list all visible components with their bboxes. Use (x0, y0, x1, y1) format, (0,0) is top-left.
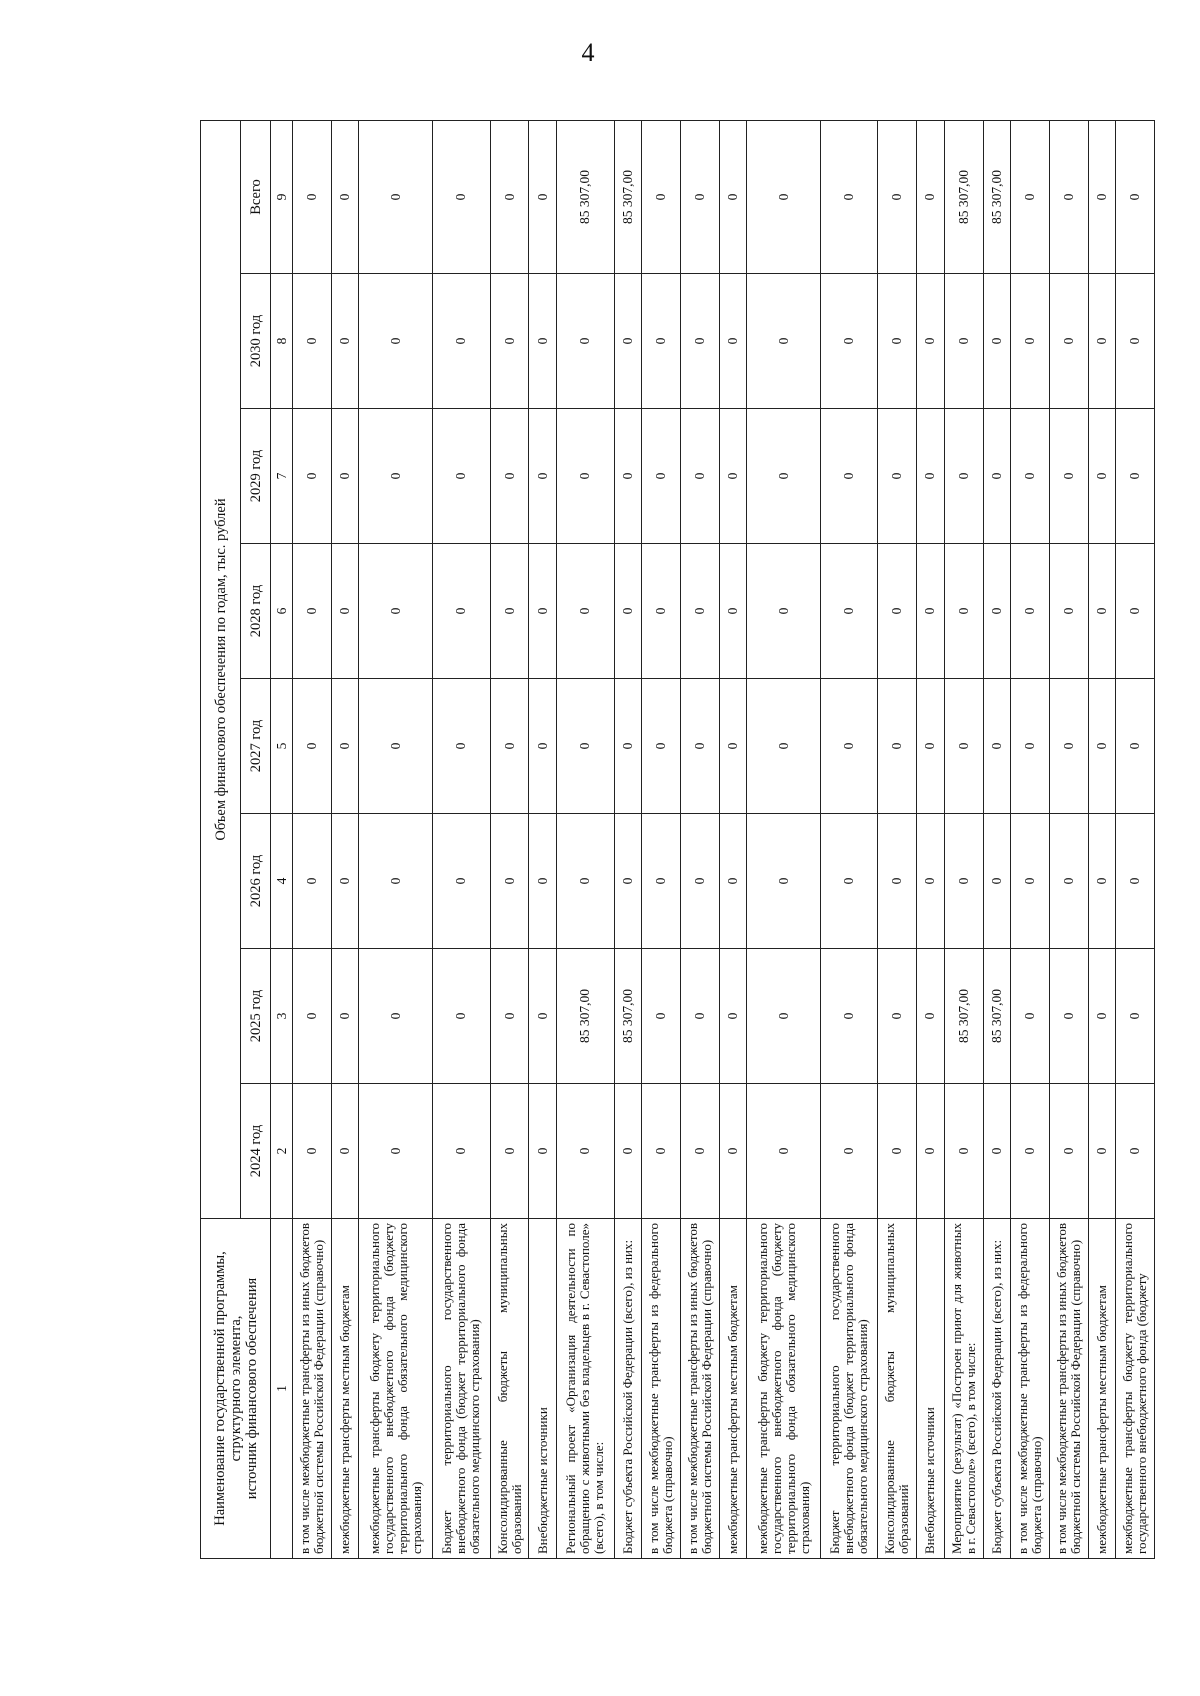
value-cell: 0 (490, 409, 529, 544)
row-label: межбюджетные трансферты местным бюджетам (331, 1219, 359, 1559)
value-cell: 0 (820, 679, 878, 814)
value-cell: 0 (433, 679, 491, 814)
value-cell: 0 (680, 679, 719, 814)
value-cell: 0 (747, 409, 821, 544)
value-cell: 0 (1088, 409, 1116, 544)
value-cell: 0 (614, 814, 642, 949)
value-cell: 0 (878, 409, 917, 544)
total-cell: 0 (1088, 120, 1116, 273)
total-cell: 0 (820, 120, 878, 273)
year-header: 2026 год (241, 814, 271, 949)
value-cell: 0 (331, 1084, 359, 1219)
value-cell: 0 (1088, 544, 1116, 679)
value-cell: 0 (1011, 544, 1050, 679)
total-cell: 0 (719, 120, 747, 273)
value-cell: 85 307,00 (944, 949, 983, 1084)
total-cell: 0 (490, 120, 529, 273)
value-cell: 0 (293, 949, 332, 1084)
value-cell: 0 (614, 409, 642, 544)
value-cell: 0 (983, 814, 1011, 949)
total-cell: 0 (359, 120, 433, 273)
table-row (359, 120, 433, 1558)
value-cell: 0 (1116, 274, 1155, 409)
value-cell: 0 (1116, 409, 1155, 544)
value-cell: 0 (642, 814, 681, 949)
value-cell: 0 (359, 274, 433, 409)
value-cell: 0 (490, 814, 529, 949)
value-cell: 0 (917, 409, 945, 544)
value-cell: 0 (556, 409, 614, 544)
value-cell: 0 (529, 814, 557, 949)
value-cell: 0 (529, 1084, 557, 1219)
value-cell: 0 (878, 544, 917, 679)
row-label: Бюджет субъекта Российской Федерации (всего), из них: (983, 1219, 1011, 1559)
value-cell: 85 307,00 (614, 949, 642, 1084)
value-cell: 0 (614, 274, 642, 409)
value-cell: 0 (359, 814, 433, 949)
value-cell: 0 (680, 814, 719, 949)
value-cell: 0 (747, 1084, 821, 1219)
value-cell: 0 (331, 679, 359, 814)
value-cell: 0 (1049, 409, 1088, 544)
table-row (719, 120, 747, 1558)
value-cell: 0 (917, 544, 945, 679)
value-cell: 0 (820, 949, 878, 1084)
value-cell: 85 307,00 (556, 949, 614, 1084)
table-row (331, 120, 359, 1558)
row-label: в том числе межбюджетные трансферты из иных бюджетов бюджетной системы Российской Федерации (справочно) (1049, 1219, 1088, 1559)
row-label: в том числе межбюджетные трансферты из иных бюджетов бюджетной системы Российской Федерации (справочно) (293, 1219, 332, 1559)
value-cell: 0 (433, 544, 491, 679)
total-cell: 0 (529, 120, 557, 273)
value-cell: 0 (331, 409, 359, 544)
page-number: 4 (581, 38, 595, 67)
value-cell: 0 (820, 274, 878, 409)
total-cell: 0 (1116, 120, 1155, 273)
value-cell: 0 (1116, 544, 1155, 679)
value-cell: 0 (490, 274, 529, 409)
value-cell: 0 (747, 679, 821, 814)
column-number: 6 (271, 544, 293, 679)
value-cell: 0 (944, 544, 983, 679)
value-cell: 0 (680, 274, 719, 409)
value-cell: 0 (359, 1084, 433, 1219)
value-cell: 0 (490, 1084, 529, 1219)
table-row (1116, 120, 1155, 1558)
value-cell: 0 (917, 949, 945, 1084)
value-cell: 0 (680, 1084, 719, 1219)
value-cell: 0 (433, 1084, 491, 1219)
value-cell: 0 (359, 949, 433, 1084)
table-row (614, 120, 642, 1558)
total-header: Всего (241, 120, 271, 273)
year-header: 2024 год (241, 1084, 271, 1219)
value-cell: 0 (878, 814, 917, 949)
value-cell: 0 (556, 274, 614, 409)
row-label: в том числе межбюджетные трансферты из федерального бюджета (справочно) (642, 1219, 681, 1559)
value-cell: 0 (680, 544, 719, 679)
financing-table (200, 120, 1155, 1559)
value-cell: 0 (331, 274, 359, 409)
row-label: Консолидированные бюджеты муниципальных образований (878, 1219, 917, 1559)
row-label: в том числе межбюджетные трансферты из федерального бюджета (справочно) (1011, 1219, 1050, 1559)
value-cell: 0 (642, 679, 681, 814)
value-cell: 0 (983, 274, 1011, 409)
table-row (556, 120, 614, 1558)
value-cell: 0 (917, 1084, 945, 1219)
value-cell: 0 (433, 949, 491, 1084)
row-label: Бюджет субъекта Российской Федерации (всего), из них: (614, 1219, 642, 1559)
table-row (747, 120, 821, 1558)
table-row (529, 120, 557, 1558)
value-cell: 0 (433, 814, 491, 949)
value-cell: 0 (820, 409, 878, 544)
column-number: 7 (271, 409, 293, 544)
value-cell: 0 (1049, 544, 1088, 679)
row-label: Мероприятие (результат) «Построен приют для животных в г. Севастополе» (всего), в том числе: (944, 1219, 983, 1559)
value-cell: 0 (1088, 814, 1116, 949)
value-cell: 0 (983, 409, 1011, 544)
header-row-top (201, 120, 241, 1558)
value-cell: 0 (944, 409, 983, 544)
value-cell: 0 (719, 544, 747, 679)
row-label: Внебюджетные источники (529, 1219, 557, 1559)
value-cell: 0 (556, 679, 614, 814)
total-cell: 0 (1049, 120, 1088, 273)
value-cell: 0 (878, 679, 917, 814)
value-cell: 0 (917, 274, 945, 409)
value-cell: 0 (1088, 274, 1116, 409)
value-cell: 0 (614, 679, 642, 814)
total-cell: 0 (878, 120, 917, 273)
value-cell: 0 (1011, 949, 1050, 1084)
value-cell: 0 (747, 544, 821, 679)
row-label: межбюджетные трансферты бюджету территориального государственного внебюджетного фонда (бюджету территориального фонда обязательного медицинского страхования) (359, 1219, 433, 1559)
value-cell: 0 (944, 274, 983, 409)
column-number: 1 (271, 1219, 293, 1559)
value-cell: 0 (490, 544, 529, 679)
value-cell: 0 (359, 679, 433, 814)
value-cell: 0 (1049, 814, 1088, 949)
value-cell: 0 (944, 814, 983, 949)
value-cell: 0 (529, 274, 557, 409)
column-number: 4 (271, 814, 293, 949)
value-cell: 0 (878, 1084, 917, 1219)
value-cell: 0 (719, 949, 747, 1084)
value-cell: 0 (1011, 274, 1050, 409)
value-cell: 0 (1088, 1084, 1116, 1219)
table-row (1088, 120, 1116, 1558)
row-label: Бюджет территориального государственного внебюджетного фонда (бюджет территориального фонда обязательного медицинского страхования) (433, 1219, 491, 1559)
value-cell: 0 (944, 1084, 983, 1219)
year-header: 2030 год (241, 274, 271, 409)
value-cell: 0 (820, 1084, 878, 1219)
name-column-subtitle: источник финансового обеспечения (243, 1277, 260, 1500)
value-cell: 0 (983, 1084, 1011, 1219)
column-number: 2 (271, 1084, 293, 1219)
value-cell: 0 (556, 1084, 614, 1219)
year-header: 2027 год (241, 679, 271, 814)
name-column-title: Наименование государственной программы, структурного элемента, (211, 1251, 244, 1526)
rotated-table-wrapper (200, 121, 1155, 1559)
column-number: 3 (271, 949, 293, 1084)
table-row (917, 120, 945, 1558)
value-cell: 0 (1049, 1084, 1088, 1219)
total-cell: 85 307,00 (944, 120, 983, 273)
value-cell: 0 (1116, 814, 1155, 949)
name-column-header (201, 1219, 271, 1559)
value-cell: 0 (293, 409, 332, 544)
value-cell: 0 (1116, 1084, 1155, 1219)
total-cell: 85 307,00 (614, 120, 642, 273)
value-cell: 0 (614, 544, 642, 679)
value-cell: 0 (820, 814, 878, 949)
total-cell: 85 307,00 (556, 120, 614, 273)
value-cell: 0 (878, 949, 917, 1084)
value-cell: 0 (529, 679, 557, 814)
value-cell: 0 (1116, 679, 1155, 814)
value-cell: 0 (331, 949, 359, 1084)
value-cell: 0 (983, 679, 1011, 814)
value-cell: 0 (359, 409, 433, 544)
row-label: в том числе межбюджетные трансферты из иных бюджетов бюджетной системы Российской Федерации (справочно) (680, 1219, 719, 1559)
value-cell: 0 (642, 544, 681, 679)
value-cell: 0 (529, 949, 557, 1084)
value-cell: 0 (1088, 949, 1116, 1084)
table-row (433, 120, 491, 1558)
value-cell: 0 (1049, 274, 1088, 409)
row-label: межбюджетные трансферты местным бюджетам (719, 1219, 747, 1559)
value-cell: 0 (1116, 949, 1155, 1084)
value-cell: 0 (719, 274, 747, 409)
value-cell: 0 (556, 814, 614, 949)
row-label: Консолидированные бюджеты муниципальных образований (490, 1219, 529, 1559)
value-cell: 0 (642, 274, 681, 409)
row-label: Бюджет территориального государственного внебюджетного фонда (бюджет территориального фонда обязательного медицинского страхования) (820, 1219, 878, 1559)
table-row (983, 120, 1011, 1558)
value-cell: 0 (1011, 814, 1050, 949)
value-cell: 0 (556, 544, 614, 679)
value-cell: 0 (293, 814, 332, 949)
volume-header: Объем финансового обеспечения по годам, тыс. рублей (201, 120, 241, 1218)
value-cell: 0 (642, 949, 681, 1084)
table-row (680, 120, 719, 1558)
value-cell: 0 (331, 544, 359, 679)
table-row (878, 120, 917, 1558)
table-body (293, 120, 1155, 1558)
year-header: 2025 год (241, 949, 271, 1084)
year-header: 2028 год (241, 544, 271, 679)
table-row (490, 120, 529, 1558)
total-cell: 85 307,00 (983, 120, 1011, 273)
year-header: 2029 год (241, 409, 271, 544)
value-cell: 0 (747, 949, 821, 1084)
table-row (642, 120, 681, 1558)
column-number: 8 (271, 274, 293, 409)
value-cell: 0 (747, 814, 821, 949)
row-label: межбюджетные трансферты местным бюджетам (1088, 1219, 1116, 1559)
value-cell: 0 (642, 409, 681, 544)
value-cell: 0 (642, 1084, 681, 1219)
value-cell: 0 (1088, 679, 1116, 814)
value-cell: 0 (680, 949, 719, 1084)
row-label: межбюджетные трансферты бюджету территориального государственного внебюджетного фонда (бюджету (1116, 1219, 1155, 1559)
value-cell: 0 (293, 544, 332, 679)
value-cell: 0 (917, 679, 945, 814)
row-label: межбюджетные трансферты бюджету территориального государственного внебюджетного фонда (бюджету территориального фонда обязательного медицинского страхования) (747, 1219, 821, 1559)
value-cell: 0 (719, 679, 747, 814)
value-cell: 0 (529, 544, 557, 679)
value-cell: 0 (1011, 1084, 1050, 1219)
table-row (1011, 120, 1050, 1558)
table-row (293, 120, 332, 1558)
table-row (820, 120, 878, 1558)
value-cell: 0 (878, 274, 917, 409)
value-cell: 0 (1049, 679, 1088, 814)
value-cell: 0 (293, 1084, 332, 1219)
table-row (1049, 120, 1088, 1558)
value-cell: 0 (983, 544, 1011, 679)
value-cell: 0 (680, 409, 719, 544)
total-cell: 0 (680, 120, 719, 273)
value-cell: 0 (433, 274, 491, 409)
value-cell: 0 (433, 409, 491, 544)
column-number-row (271, 120, 293, 1558)
total-cell: 0 (747, 120, 821, 273)
value-cell: 0 (293, 679, 332, 814)
value-cell: 0 (490, 679, 529, 814)
value-cell: 0 (719, 409, 747, 544)
value-cell: 0 (490, 949, 529, 1084)
value-cell: 0 (529, 409, 557, 544)
value-cell: 0 (917, 814, 945, 949)
value-cell: 0 (359, 544, 433, 679)
value-cell: 0 (719, 814, 747, 949)
total-cell: 0 (1011, 120, 1050, 273)
total-cell: 0 (331, 120, 359, 273)
row-label: Региональный проект «Организация деятельности по обращению с животными без владельцев в г. Севастополе» (всего), в том числе: (556, 1219, 614, 1559)
table-row (944, 120, 983, 1558)
total-cell: 0 (433, 120, 491, 273)
row-label: Внебюджетные источники (917, 1219, 945, 1559)
value-cell: 85 307,00 (983, 949, 1011, 1084)
value-cell: 0 (614, 1084, 642, 1219)
total-cell: 0 (642, 120, 681, 273)
value-cell: 0 (331, 814, 359, 949)
value-cell: 0 (293, 274, 332, 409)
value-cell: 0 (719, 1084, 747, 1219)
value-cell: 0 (1011, 409, 1050, 544)
total-cell: 0 (293, 120, 332, 273)
value-cell: 0 (1049, 949, 1088, 1084)
value-cell: 0 (1011, 679, 1050, 814)
total-cell: 0 (917, 120, 945, 273)
value-cell: 0 (944, 679, 983, 814)
value-cell: 0 (820, 544, 878, 679)
value-cell: 0 (747, 274, 821, 409)
column-number: 9 (271, 120, 293, 273)
column-number: 5 (271, 679, 293, 814)
